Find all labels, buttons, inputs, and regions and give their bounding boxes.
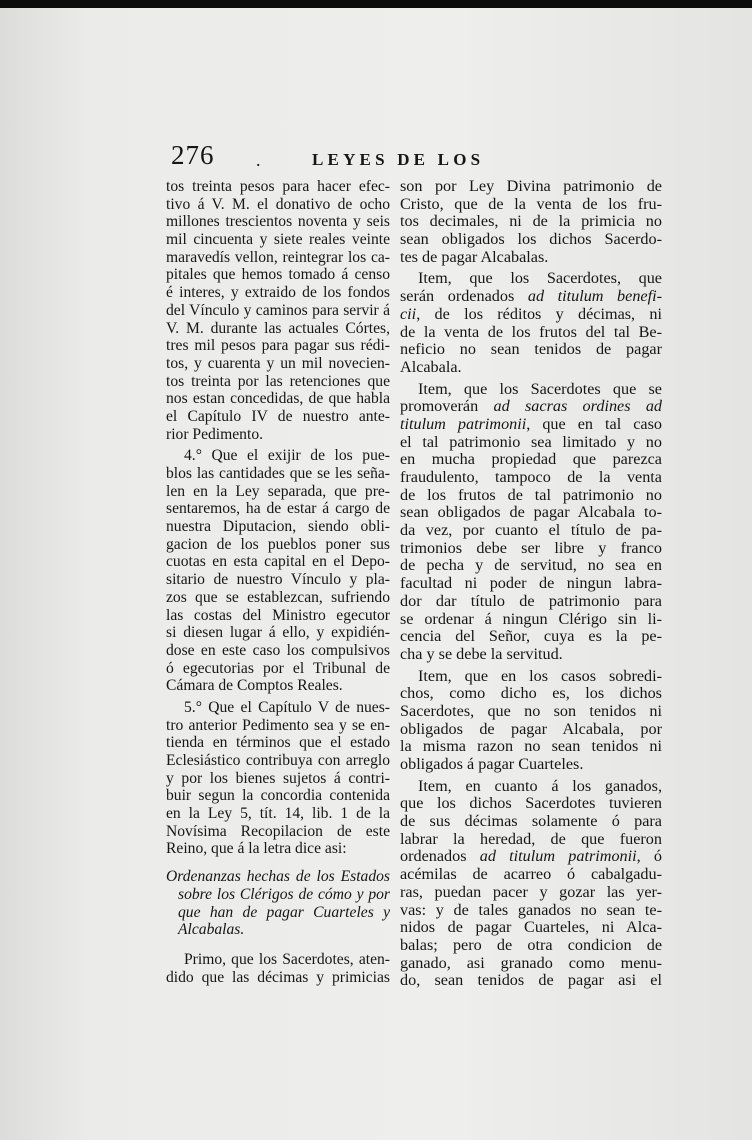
paragraph xyxy=(400,381,662,664)
text-line: trimonios debe ser libre y franco xyxy=(400,538,662,557)
text-line: tes de pagar Alcabalas. xyxy=(400,247,549,266)
text-line: balas; pero de otra condicion de xyxy=(400,935,662,954)
text-line: tienda en términos que el estado xyxy=(166,734,390,752)
text-line: nos estan concedidas, de que habla xyxy=(166,390,390,408)
text-line: se ordenar á ningun Clérigo sin li- xyxy=(400,609,662,628)
paragraph xyxy=(400,778,662,990)
italic-text: que han de pagar Cuarteles y xyxy=(178,903,390,921)
text-line: gacion de los pueblos poner sus xyxy=(166,535,390,553)
text-line: si diesen lugar á ello, y expidién- xyxy=(166,624,390,642)
paragraph xyxy=(400,270,662,376)
text-line: ganado, asi granado como menu- xyxy=(400,953,662,972)
text-line: de los frutos de tal patrimonio no xyxy=(400,485,662,504)
text-line: Sacerdotes, que no son tenidos ni xyxy=(400,701,662,720)
text-line: millones trescientos noventa y seis xyxy=(166,213,390,231)
paragraph xyxy=(166,447,390,695)
italic-text: ad sacras ordines ad xyxy=(493,397,663,416)
text-line: maravedís vellon, reintegrar los ca- xyxy=(166,248,390,266)
text-line: en la Ley 5, tít. 14, lib. 1 de la xyxy=(166,805,390,823)
text-line: de sus décimas solamente ó para xyxy=(400,812,662,831)
text-line: Item, en cuanto á los ganados, xyxy=(418,776,662,795)
text-line: nidos de pagar Cuarteles, ni Alca- xyxy=(400,918,662,937)
text-line: de pecha y de servitud, no sea en xyxy=(400,556,662,575)
text-line: tres mil pesos para pagar sus rédi- xyxy=(166,337,390,355)
text-line: do, sean tenidos de pagar asi el xyxy=(400,971,662,990)
text-line: Cámara de Comptos Reales. xyxy=(166,677,343,695)
italic-text: Alcabalas. xyxy=(178,921,245,939)
italic-text: cii xyxy=(400,304,417,323)
text-line: nuestra Diputacion, siendo obli- xyxy=(166,518,390,536)
page-number: 276 xyxy=(171,140,215,170)
text-line: tivo á V. M. el donativo de ocho xyxy=(166,195,390,213)
text-line: tro anterior Pedimento sea y se en- xyxy=(166,716,390,734)
text-line: titulum patrimonii, que en tal caso xyxy=(400,414,662,433)
paragraph xyxy=(400,668,662,774)
text-line: en mucha propiedad que parezca xyxy=(400,450,662,469)
text-line: serán ordenados ad titulum benefi- xyxy=(400,287,662,306)
text-line: sean obligados los dichos Sacerdo- xyxy=(400,230,662,249)
text-line: zos que se establezcan, sufriendo xyxy=(166,588,390,606)
text-line: neficio no sean tenidos de pagar xyxy=(400,340,662,359)
text-line: tos treinta pesos para hacer efec- xyxy=(166,178,390,195)
text-line: é interes, y extraido de los fondos xyxy=(166,284,390,302)
italic-text: titulum patrimonii xyxy=(400,414,527,433)
paragraph xyxy=(166,178,390,443)
text-line: 4.° Que el exijir de los pue- xyxy=(184,447,390,465)
text-line: Primo, que los Sacerdotes, aten- xyxy=(184,950,390,968)
text-line: sean obligados de pagar Alcabala to- xyxy=(400,503,662,522)
text-line: cencia del Señor, cuya es la pe- xyxy=(400,627,662,646)
text-line: ó egecutorias por el Tribunal de xyxy=(166,659,390,677)
text-line: vas: y de tales ganados no sean te- xyxy=(400,900,662,919)
text-line xyxy=(166,921,390,939)
text-line: chos, como dicho es, los dichos xyxy=(400,684,662,703)
text-line: promoverán ad sacras ordines ad xyxy=(400,397,663,416)
text-line: ras, puedan pacer y gozar las yer- xyxy=(400,882,662,901)
text-line: sitario de nuestro Vínculo y pla- xyxy=(166,571,390,589)
paragraph xyxy=(400,178,662,266)
text-line: mil cincuenta y siete reales veinte xyxy=(166,231,390,249)
text-line: y por los bienes sujetos á contri- xyxy=(166,769,390,787)
text-line: cuotas en esta capital en el Depo- xyxy=(166,553,390,571)
text-line xyxy=(166,868,390,886)
text-line: sentaremos, ha de estar á cargo de xyxy=(166,500,390,518)
text-line xyxy=(166,886,390,904)
running-title: LEYES DE LOS xyxy=(312,150,485,169)
text-line: de la venta de los frutos del tal Be- xyxy=(400,322,662,341)
scan-top-border xyxy=(0,0,752,8)
italic-text: sobre los Clérigos de cómo y por xyxy=(178,885,390,903)
text-line: Eclesiástico contribuya con arreglo xyxy=(166,752,390,769)
text-line: Novísima Recopilacion de este xyxy=(166,822,390,840)
text-line: el Capítulo IV de nuestro ante- xyxy=(166,407,390,425)
text-line: buir segun la concordia contenida xyxy=(166,787,390,805)
text-line: cha y se debe la servitud. xyxy=(400,644,563,663)
paragraph xyxy=(166,699,390,858)
text-line: tos, y cuarenta y un mil novecien- xyxy=(166,354,390,372)
text-line: Alcabala. xyxy=(400,357,462,376)
text-line: obligados á pagar Cuarteles. xyxy=(400,755,584,773)
text-line: ordenados ad titulum patrimonii, ó xyxy=(400,847,663,866)
text-line: cii, de los réditos y décimas, ni xyxy=(400,304,662,323)
text-line: blos las cantidades que se les seña- xyxy=(166,465,390,482)
text-line: labrar la heredad, de que fueron xyxy=(400,829,662,848)
text-line: facultad ni poder de ningun labra- xyxy=(400,574,662,593)
right-text-column xyxy=(400,178,662,994)
text-line: V. M. durante las actuales Córtes, xyxy=(166,319,390,337)
text-line: Item, que en los casos sobredi- xyxy=(418,666,662,685)
text-line: dor dar título de patrimonio para xyxy=(400,591,662,610)
italic-text: ad titulum patrimonii xyxy=(479,847,637,866)
paragraph xyxy=(166,951,390,986)
header-dot: . xyxy=(256,150,261,170)
text-line: dido que las décimas y primicias xyxy=(166,968,390,986)
text-line: tos treinta por las retenciones que xyxy=(166,372,390,390)
left-text-column xyxy=(166,178,390,990)
text-line: Reino, que á la letra dice asi: xyxy=(166,840,347,858)
text-line: 5.° Que el Capítulo V de nues- xyxy=(184,698,390,716)
text-line: las costas del Ministro egecutor xyxy=(166,606,390,624)
text-line: del Vínculo y caminos para servir á xyxy=(166,301,390,319)
text-line: Item, que los Sacerdotes, que xyxy=(418,269,662,288)
text-line: dose en este caso los compulsivos xyxy=(166,641,390,659)
text-line: Item, que los Sacerdotes que se xyxy=(418,379,662,398)
text-line: tos decimales, ni de la primicia no xyxy=(400,212,662,231)
text-line: pitales que hemos tomado á censo xyxy=(166,266,390,284)
italic-text: Ordenanzas hechas de los Estados xyxy=(166,868,390,886)
text-line: son por Ley Divina patrimonio de xyxy=(400,177,662,195)
text-line: fraudulento, tampoco de la venta xyxy=(400,468,662,486)
italic-text: ad titulum benefi- xyxy=(527,287,662,306)
text-line: el tal patrimonio sea limitado y no xyxy=(400,432,662,451)
text-line: la misma razon no sean tenidos ni xyxy=(400,737,662,756)
text-line: obligados de pagar Alcabala, por xyxy=(400,719,662,738)
text-line: Cristo, que de la venta de los fru- xyxy=(400,194,662,213)
text-line: acémilas de acarreo ó cabalgadu- xyxy=(400,865,662,884)
text-line: que los dichos Sacerdotes tuvieren xyxy=(400,794,662,813)
text-line: da vez, por cuanto el título de pa- xyxy=(400,521,662,540)
text-line: len en la Ley separada, que pre- xyxy=(166,482,390,500)
text-line xyxy=(166,904,390,922)
text-line: rior Pedimento. xyxy=(166,425,264,443)
italic-heading xyxy=(166,868,390,939)
